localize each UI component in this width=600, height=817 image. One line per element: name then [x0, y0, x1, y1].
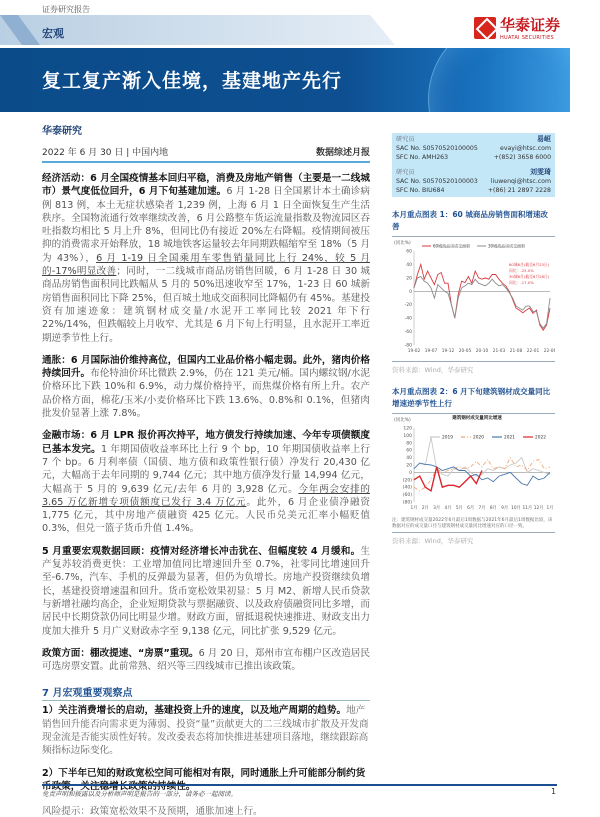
date-line	[42, 145, 370, 163]
paragraph	[42, 429, 370, 535]
x-tick-label: 8月	[489, 506, 497, 511]
chart-2	[392, 414, 555, 514]
x-tick-label: 7月	[478, 506, 486, 511]
x-tick-label: 20-10	[475, 349, 489, 354]
x-tick-label: 11月	[522, 506, 533, 511]
y-tick-label: 40	[406, 456, 412, 462]
paragraph-text: 。此外，6 月企业债净融资 1,775 亿元，其中房地产债融资 425 亿元。人民币兑美元汇率小幅贬值 0.3%，但兑一篮子货币升值 1.4%。	[42, 496, 370, 535]
x-tick-label: 22-01	[526, 349, 540, 354]
logo-icon	[474, 17, 496, 39]
logo-subtext: HUATAI SECURITIES	[500, 35, 554, 41]
paragraph-lead: 5 月重要宏观数据回顾：疫情对经济增长冲击犹在、但幅度较 4 月缓和。	[42, 545, 361, 557]
y-tick-label: 80	[406, 441, 412, 447]
y-tick-label: -40	[404, 316, 412, 322]
chart-annotation: 同比：-25.0%	[509, 268, 534, 273]
paragraph-lead: 金融市场：6 月 LPR 报价再次持平，地方债发行持续加速、今年专项债额度已基本发完。	[42, 430, 370, 455]
series-line-2019	[414, 437, 550, 476]
chart-1	[392, 237, 555, 355]
x-tick-label: 6月	[467, 506, 475, 511]
section-label: 宏观	[42, 27, 64, 40]
researcher-name: 易峘	[537, 135, 551, 143]
paragraph-text: 6 月 20 日，郑州市宣布棚户区改造居民可选房票安置。此前常熟、绍兴等三四线城市已推出该政策。	[42, 647, 370, 673]
y-tick-label: 120	[403, 426, 412, 432]
legend-label: 2020	[473, 435, 484, 441]
y-tick-label: -20	[404, 303, 412, 309]
risk-warning: 风险提示：政策宽松效果不及预期，通胀加速上行。	[42, 806, 263, 817]
x-tick-label: 12月	[533, 506, 544, 511]
legend-label: 30城商品房成交面积	[488, 243, 526, 249]
y-tick-label: 60	[406, 249, 412, 255]
x-tick-label: 5月	[455, 506, 463, 511]
paragraph-lead: 政策方面：棚改提速、“房票”重现。	[42, 647, 199, 659]
x-tick-label: 22-06	[543, 349, 555, 354]
paragraph-lead: 经济活动：6 月全国疫情基本回归平稳，消费及房地产销售（主要是一二线城市）景气度低位回升，6 月下旬基建加速。	[42, 173, 370, 198]
y-tick-label: -80	[404, 343, 412, 349]
x-tick-label: 4月	[444, 506, 452, 511]
report-date: 2022 年 6 月 30 日 | 中国内地	[42, 148, 169, 158]
y-tick-label: 100	[403, 433, 412, 439]
main-column	[42, 122, 370, 817]
chart-annotation: 60城6月(截至6月23日)	[509, 262, 550, 267]
y-tick-label: 0	[409, 470, 412, 476]
paragraph-text: 1 年期国债收益率环比上行 9 个 bp，10 年期国债收益率上行 7 个 bp。6 月利率债（国债、地方债和政策性银行债）净发行 20,430 亿元，大幅高于去年同期的 9,744 亿元；其中地方债净发行量 14,994 亿元，大幅高于 5 月的 9,639 亿元/去年 6 月的 3,928 亿元。	[42, 443, 371, 495]
chart-annotation: 同比：-17.0%	[509, 280, 534, 285]
chart-2-source: 资料来源：Wind，华泰研究	[392, 532, 555, 545]
org-name: 华泰研究	[42, 126, 82, 137]
paragraph	[42, 172, 370, 345]
x-tick-label: 10月	[511, 506, 521, 511]
observation-item	[42, 704, 370, 757]
observation-bold: 1）关注消费增长的启动，基建投资上升的速度，以及地产周期的趋势。	[42, 705, 347, 717]
logo	[474, 14, 560, 41]
side-column	[392, 133, 555, 545]
paragraph	[42, 354, 370, 420]
researcher-label: 研究员	[396, 169, 415, 176]
paragraph	[42, 545, 370, 638]
researcher-phone: +(852) 3658 6000	[493, 154, 551, 161]
x-tick-label: 1月	[410, 506, 418, 511]
x-tick-label: 2月	[421, 506, 429, 511]
chart-1-title: 本月重点图表 1：60 城商品房销售面积增速改善	[392, 209, 555, 237]
researcher-email[interactable]: evayi@htsc.com	[500, 145, 551, 152]
chart-inner-title: 建筑钢材成交量同比增速	[452, 416, 502, 421]
legend-label: 2021	[504, 435, 515, 441]
paragraph-text: 6 月 1-19 日全国乘用车零售销量同比上行 24%，较 5 月的-17%明显改善	[42, 252, 370, 278]
y-tick-label: 20	[406, 276, 412, 282]
x-tick-label: 3月	[433, 506, 441, 511]
y-tick-label: (40)	[402, 485, 412, 491]
y-tick-label: 60	[406, 448, 412, 454]
chart-2-title: 本月重点图表 2：6 月下旬建筑钢材成交量同比增速逆季节性上行	[392, 386, 555, 414]
chart-2-note: 注：建筑钢材成交量2022年6月最后1周数据与2021年6月最后1周数据比较，该数据对应的成交量口径与建筑钢材成交量同比增速对应的口径一致。	[392, 518, 553, 529]
y-tick-label: 40	[406, 262, 412, 268]
paragraph-text: 6 月 1-28 日全国累计本土确诊病例 813 例，本土无症状感染者 1,239 例，上海 6 月 1 日全面恢复生产生活秩序。全国物流通行效率继续改善，6 月公路整车货运流量指数及物流园区吞吐指数均相比 5 月上升 8%，但同比仍有接近 20%左右降幅。疫情期间被压抑的消费需求开始释放，18 城地铁客运量较去年同期跌幅缩窄至 18%（5 月为 43%），	[42, 186, 370, 264]
y-tick-label: 0	[409, 289, 412, 295]
paragraph-text: ；同时，一二线城市商品房销售回暖，6 月 1-28 日 30 城商品房销售面积同比跌幅从 5 月的 50%迅速收窄至 17%，1-23 日 60 城新房销售面积同比下降 25%，但百城土地成交面积同比降幅仍有 45%。基建投资有加速迹象：建筑钢材成交量/水泥开工率同比较 2021 年下行 22%/14%，但跌幅较上月收窄、尤其是 6 月下旬上行明显，且水泥开工率近期逆季节性上行。	[42, 266, 370, 344]
disclaimer: 免责声明和披露以及分析师声明是报告的一部分，请务必一起阅读。	[42, 790, 237, 798]
chart-1-source: 资料来源：Wind，华泰研究	[392, 361, 555, 374]
y-axis-label: (同比%)	[394, 241, 411, 246]
paragraph-text: 生产复苏较消费更快：工业增加值同比增速回升至 0.7%，社零同比增速回升至-6.7%，汽车、手机的反弹最为显著，但仍为负增长。房地产投资继续负增长，基建投资增速温和回升。货币宽松效果初显：5 月 M2、新增人民币贷款与新增社融均高企，企业短期贷款与票据融资、以及政府债融资同比多增，而居民中长期贷款仍同比明显少增。财政方面，留抵退税快速推进、财政支出力度加大推升 5 月广义财政赤字至 9,138 亿元，同比扩张 9,529 亿元。	[42, 545, 370, 637]
report-type-label: 证券研究报告	[42, 5, 90, 14]
researcher-name: 刘雯琦	[530, 168, 551, 176]
legend-label: 2022	[535, 435, 546, 441]
y-tick-label: 20	[406, 463, 412, 469]
y-tick-label: (20)	[402, 478, 412, 484]
y-tick-label: -60	[404, 330, 412, 336]
chart-annotation: 30城6月(截至6月28日)	[509, 274, 550, 279]
report-title: 复工复产渐入佳境，基建地产先行	[42, 70, 343, 92]
y-tick-label: (60)	[402, 493, 412, 499]
x-tick-label: 19-07	[424, 349, 438, 354]
researcher-phone: +(86) 21 2897 2228	[487, 187, 551, 194]
sac-number: SAC No. S0570520100005	[396, 145, 478, 152]
y-axis-label: (同比%)	[394, 418, 411, 423]
observation-text: 地产销售回升能否向需求更为薄弱、投资“量”贡献更大的二三线城市扩散及开发商现金流是否能实质性好转。发改委表态将加快推进基建项目落地，继续跟踪高频指标边际变化。	[42, 705, 369, 757]
paragraph	[42, 647, 370, 674]
sfc-number: SFC No. BIU684	[396, 187, 445, 194]
paragraph-text: 今年两会安排的 3.65 万亿新增专项债额度已发行 3.4 万亿元	[42, 483, 370, 508]
researcher	[396, 168, 551, 195]
researcher-email[interactable]: liuwenqi@htsc.com	[490, 178, 551, 185]
sfc-number: SFC No. AMH263	[396, 154, 449, 161]
sac-number: SAC No. S0570520100003	[396, 178, 478, 185]
page-number: 1	[551, 787, 557, 796]
x-tick-label: 19-02	[407, 349, 421, 354]
observation-bold: 2）下半年已知的财政宽松空间可能相对有限，同时通胀上升可能部分制约货币政策，关注稳增长政策的持续性。	[42, 767, 366, 792]
footer-rule	[42, 784, 557, 786]
x-tick-label: 20-05	[458, 349, 472, 354]
observations-heading: 7 月宏观重要观察点	[42, 684, 370, 701]
researcher-label: 研究员	[396, 136, 415, 143]
x-tick-label: 1月	[546, 506, 554, 511]
x-tick-label: 21-08	[509, 349, 523, 354]
legend-label: 2019	[442, 435, 453, 441]
title-banner	[0, 48, 570, 112]
researcher-box	[392, 133, 555, 197]
paragraph-text: 布伦特油价环比微跌 2.9%，仍在 121 美元/桶。国内螺纹钢/水泥价格环比下跌 10%和 6.9%，动力煤价格持平，而焦煤价格有所上升。农产品价格方面，棉花/玉米/小麦价格环比下跌 13.6%、0.8%和 0.1%，但猪肉批发价显著上涨 7.8%。	[42, 368, 370, 420]
report-category: 数据综述月报	[315, 148, 370, 158]
x-tick-label: 9月	[501, 506, 509, 511]
x-tick-label: 19-12	[441, 349, 455, 354]
legend-label: 60城商品房成交面积	[433, 243, 471, 249]
researcher	[396, 135, 551, 162]
logo-text: 华泰证券	[500, 16, 561, 34]
y-tick-label: (80)	[402, 500, 412, 506]
x-tick-label: 21-03	[492, 349, 506, 354]
paragraph-lead: 通胀：6 月国际油价维持高位，但国内工业品价格小幅走弱。此外，猪肉价格持续回升。	[42, 354, 370, 380]
